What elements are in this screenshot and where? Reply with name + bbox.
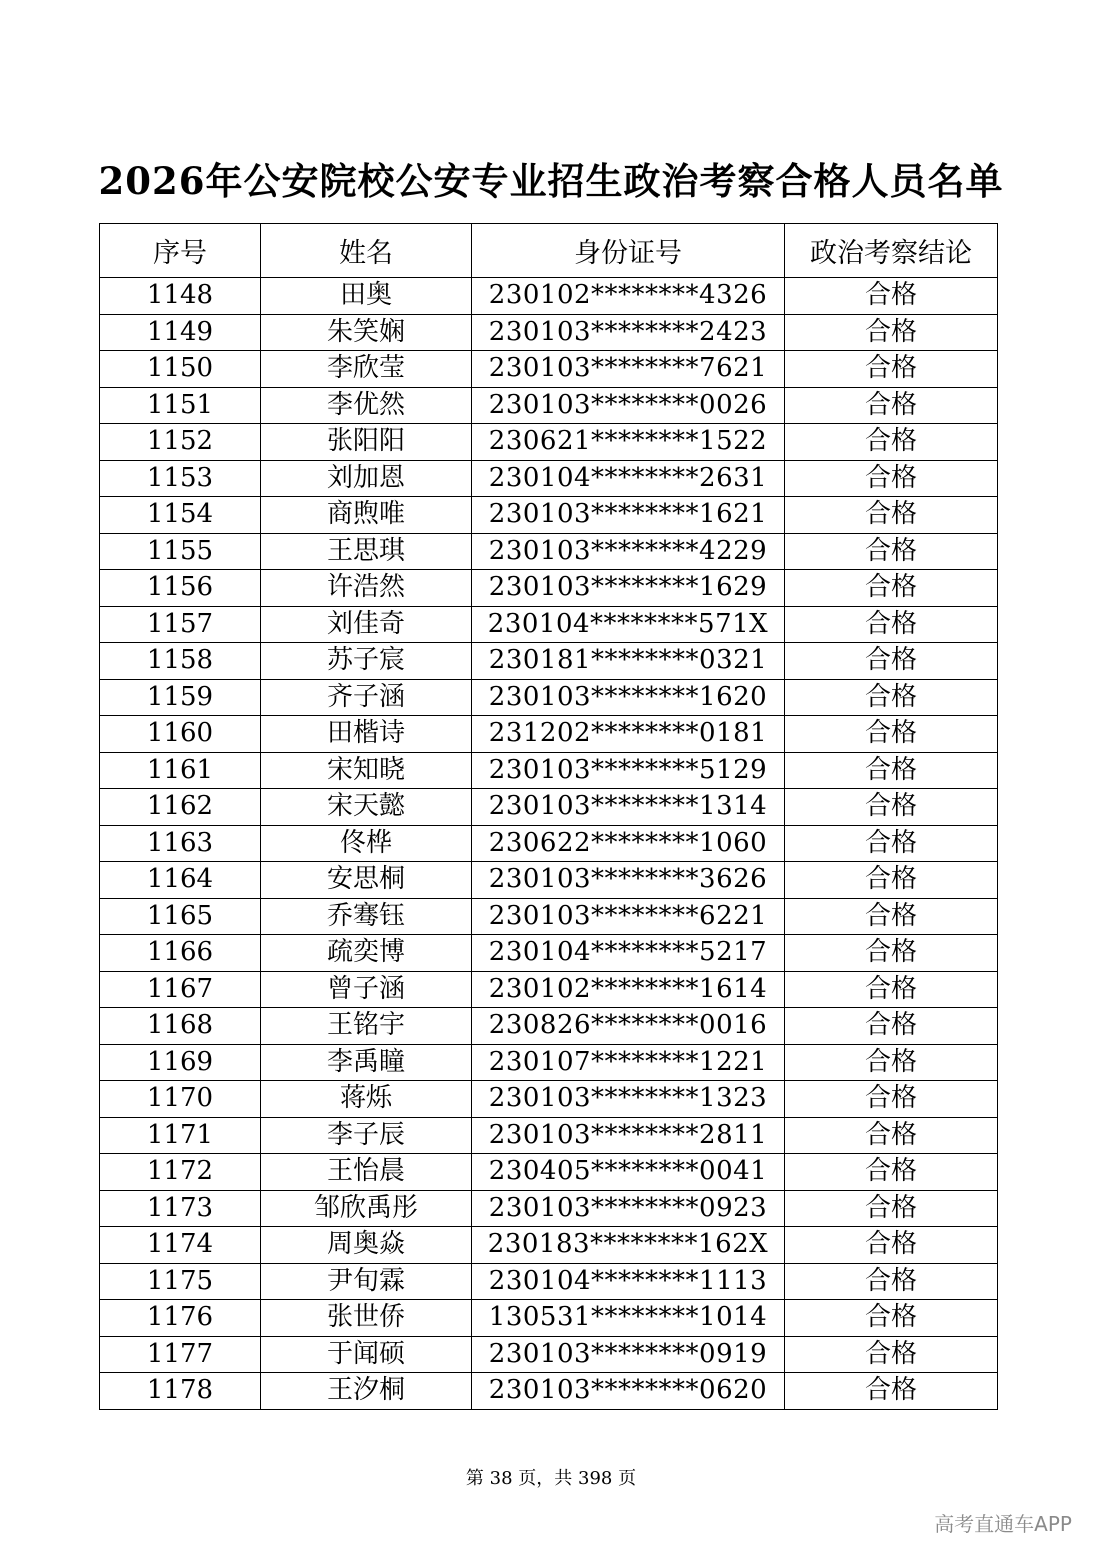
- row-name-cell: 王怡晨: [261, 1154, 472, 1191]
- row-id-cell: 231202********0181: [472, 716, 785, 753]
- table-row: [100, 460, 998, 497]
- row-number-cell: 1178: [100, 1373, 261, 1410]
- row-result-cell: 合格: [785, 971, 998, 1008]
- row-name-cell: 刘佳奇: [261, 606, 472, 643]
- row-name-cell: 李禹瞳: [261, 1044, 472, 1081]
- row-number-cell: 1163: [100, 825, 261, 862]
- row-number-cell: 1165: [100, 898, 261, 935]
- row-id-cell: 230104********2631: [472, 460, 785, 497]
- row-name-cell: 齐子涵: [261, 679, 472, 716]
- row-result-cell: 合格: [785, 789, 998, 826]
- row-name-cell: 田楷诗: [261, 716, 472, 753]
- table-row: [100, 789, 998, 826]
- row-number-cell: 1158: [100, 643, 261, 680]
- table-row: [100, 1008, 998, 1045]
- row-result-cell: 合格: [785, 716, 998, 753]
- row-result-cell: 合格: [785, 1044, 998, 1081]
- row-result-cell: 合格: [785, 1263, 998, 1300]
- row-name-cell: 于闻硕: [261, 1336, 472, 1373]
- row-number-cell: 1159: [100, 679, 261, 716]
- row-name-cell: 周奥焱: [261, 1227, 472, 1264]
- row-number-cell: 1155: [100, 533, 261, 570]
- row-name-cell: 曾子涵: [261, 971, 472, 1008]
- row-id-cell: 230102********4326: [472, 278, 785, 315]
- row-result-cell: 合格: [785, 387, 998, 424]
- row-id-cell: 230102********1614: [472, 971, 785, 1008]
- row-id-cell: 230103********3626: [472, 862, 785, 899]
- row-result-cell: 合格: [785, 1373, 998, 1410]
- row-name-cell: 许浩然: [261, 570, 472, 607]
- row-name-cell: 李子辰: [261, 1117, 472, 1154]
- table-row: [100, 1373, 998, 1410]
- row-id-cell: 230103********4229: [472, 533, 785, 570]
- table-row: [100, 387, 998, 424]
- table-row: [100, 1227, 998, 1264]
- row-id-cell: 230181********0321: [472, 643, 785, 680]
- row-result-cell: 合格: [785, 570, 998, 607]
- row-number-cell: 1171: [100, 1117, 261, 1154]
- row-id-cell: 230621********1522: [472, 424, 785, 461]
- table-header-row: [100, 224, 998, 278]
- row-name-cell: 刘加恩: [261, 460, 472, 497]
- column-header-result: 政治考察结论: [785, 224, 998, 278]
- table-row: [100, 971, 998, 1008]
- table-row: [100, 679, 998, 716]
- row-number-cell: 1151: [100, 387, 261, 424]
- row-result-cell: 合格: [785, 643, 998, 680]
- row-id-cell: 230103********1314: [472, 789, 785, 826]
- row-id-cell: 230826********0016: [472, 1008, 785, 1045]
- row-name-cell: 张世侨: [261, 1300, 472, 1337]
- row-name-cell: 宋天懿: [261, 789, 472, 826]
- row-number-cell: 1173: [100, 1190, 261, 1227]
- row-result-cell: 合格: [785, 314, 998, 351]
- row-result-cell: 合格: [785, 1227, 998, 1264]
- row-result-cell: 合格: [785, 606, 998, 643]
- row-result-cell: 合格: [785, 679, 998, 716]
- row-name-cell: 安思桐: [261, 862, 472, 899]
- table-row: [100, 1081, 998, 1118]
- row-number-cell: 1166: [100, 935, 261, 972]
- row-result-cell: 合格: [785, 935, 998, 972]
- row-id-cell: 230103********0620: [472, 1373, 785, 1410]
- row-id-cell: 230103********0919: [472, 1336, 785, 1373]
- row-id-cell: 230103********1620: [472, 679, 785, 716]
- row-number-cell: 1150: [100, 351, 261, 388]
- table-row: [100, 497, 998, 534]
- row-id-cell: 230103********0923: [472, 1190, 785, 1227]
- row-id-cell: 230103********6221: [472, 898, 785, 935]
- row-number-cell: 1156: [100, 570, 261, 607]
- row-id-cell: 230405********0041: [472, 1154, 785, 1191]
- table-row: [100, 1154, 998, 1191]
- row-number-cell: 1154: [100, 497, 261, 534]
- row-id-cell: 230104********1113: [472, 1263, 785, 1300]
- row-number-cell: 1169: [100, 1044, 261, 1081]
- row-number-cell: 1170: [100, 1081, 261, 1118]
- row-id-cell: 230183********162X: [472, 1227, 785, 1264]
- row-result-cell: 合格: [785, 351, 998, 388]
- table-row: [100, 278, 998, 315]
- row-id-cell: 230104********571X: [472, 606, 785, 643]
- row-id-cell: 230103********1323: [472, 1081, 785, 1118]
- row-result-cell: 合格: [785, 533, 998, 570]
- table-row: [100, 424, 998, 461]
- table-row: [100, 351, 998, 388]
- table-row: [100, 1117, 998, 1154]
- row-number-cell: 1176: [100, 1300, 261, 1337]
- row-id-cell: 230107********1221: [472, 1044, 785, 1081]
- row-number-cell: 1174: [100, 1227, 261, 1264]
- row-number-cell: 1162: [100, 789, 261, 826]
- row-name-cell: 李欣莹: [261, 351, 472, 388]
- row-result-cell: 合格: [785, 1008, 998, 1045]
- roster-body: [100, 278, 998, 1410]
- row-result-cell: 合格: [785, 278, 998, 315]
- row-result-cell: 合格: [785, 1300, 998, 1337]
- row-name-cell: 乔骞钰: [261, 898, 472, 935]
- table-row: [100, 1263, 998, 1300]
- row-id-cell: 230103********1629: [472, 570, 785, 607]
- row-number-cell: 1177: [100, 1336, 261, 1373]
- column-header-id: 身份证号: [472, 224, 785, 278]
- row-number-cell: 1167: [100, 971, 261, 1008]
- row-result-cell: 合格: [785, 862, 998, 899]
- row-name-cell: 邹欣禹彤: [261, 1190, 472, 1227]
- row-name-cell: 疏奕博: [261, 935, 472, 972]
- table-row: [100, 314, 998, 351]
- table-row: [100, 898, 998, 935]
- table-row: [100, 533, 998, 570]
- row-name-cell: 王铭宇: [261, 1008, 472, 1045]
- row-name-cell: 李优然: [261, 387, 472, 424]
- row-number-cell: 1168: [100, 1008, 261, 1045]
- row-name-cell: 王汐桐: [261, 1373, 472, 1410]
- row-result-cell: 合格: [785, 1117, 998, 1154]
- table-row: [100, 1300, 998, 1337]
- row-name-cell: 王思琪: [261, 533, 472, 570]
- roster-table: [99, 223, 998, 1410]
- table-row: [100, 716, 998, 753]
- table-row: [100, 935, 998, 972]
- row-number-cell: 1149: [100, 314, 261, 351]
- table-row: [100, 1190, 998, 1227]
- column-header-name: 姓名: [261, 224, 472, 278]
- page-footer: 第 38 页，共 398 页: [465, 1468, 637, 1489]
- row-result-cell: 合格: [785, 1154, 998, 1191]
- table-row: [100, 606, 998, 643]
- row-name-cell: 苏子宸: [261, 643, 472, 680]
- table-row: [100, 1336, 998, 1373]
- row-number-cell: 1161: [100, 752, 261, 789]
- row-name-cell: 朱笑娴: [261, 314, 472, 351]
- watermark: 高考直通车APP: [934, 1512, 1072, 1536]
- row-id-cell: 230103********7621: [472, 351, 785, 388]
- column-header-number: 序号: [100, 224, 261, 278]
- table-row: [100, 752, 998, 789]
- row-id-cell: 230103********2811: [472, 1117, 785, 1154]
- row-number-cell: 1172: [100, 1154, 261, 1191]
- row-id-cell: 230103********5129: [472, 752, 785, 789]
- row-number-cell: 1160: [100, 716, 261, 753]
- table-row: [100, 862, 998, 899]
- row-number-cell: 1152: [100, 424, 261, 461]
- row-number-cell: 1148: [100, 278, 261, 315]
- row-number-cell: 1153: [100, 460, 261, 497]
- row-name-cell: 蒋烁: [261, 1081, 472, 1118]
- row-name-cell: 尹旬霖: [261, 1263, 472, 1300]
- row-result-cell: 合格: [785, 1190, 998, 1227]
- row-result-cell: 合格: [785, 898, 998, 935]
- row-number-cell: 1175: [100, 1263, 261, 1300]
- row-name-cell: 商煦唯: [261, 497, 472, 534]
- row-result-cell: 合格: [785, 1336, 998, 1373]
- row-id-cell: 230103********1621: [472, 497, 785, 534]
- row-result-cell: 合格: [785, 825, 998, 862]
- table-row: [100, 570, 998, 607]
- table-row: [100, 825, 998, 862]
- row-number-cell: 1164: [100, 862, 261, 899]
- row-result-cell: 合格: [785, 460, 998, 497]
- row-name-cell: 田奥: [261, 278, 472, 315]
- row-result-cell: 合格: [785, 424, 998, 461]
- row-result-cell: 合格: [785, 752, 998, 789]
- row-id-cell: 230103********0026: [472, 387, 785, 424]
- row-id-cell: 230103********2423: [472, 314, 785, 351]
- row-result-cell: 合格: [785, 1081, 998, 1118]
- page-title: 2026年公安院校公安专业招生政治考察合格人员名单: [98, 159, 1004, 203]
- row-result-cell: 合格: [785, 497, 998, 534]
- row-id-cell: 230622********1060: [472, 825, 785, 862]
- table-row: [100, 643, 998, 680]
- row-name-cell: 张阳阳: [261, 424, 472, 461]
- row-name-cell: 宋知晓: [261, 752, 472, 789]
- table-row: [100, 1044, 998, 1081]
- row-id-cell: 130531********1014: [472, 1300, 785, 1337]
- row-number-cell: 1157: [100, 606, 261, 643]
- row-id-cell: 230104********5217: [472, 935, 785, 972]
- row-name-cell: 佟桦: [261, 825, 472, 862]
